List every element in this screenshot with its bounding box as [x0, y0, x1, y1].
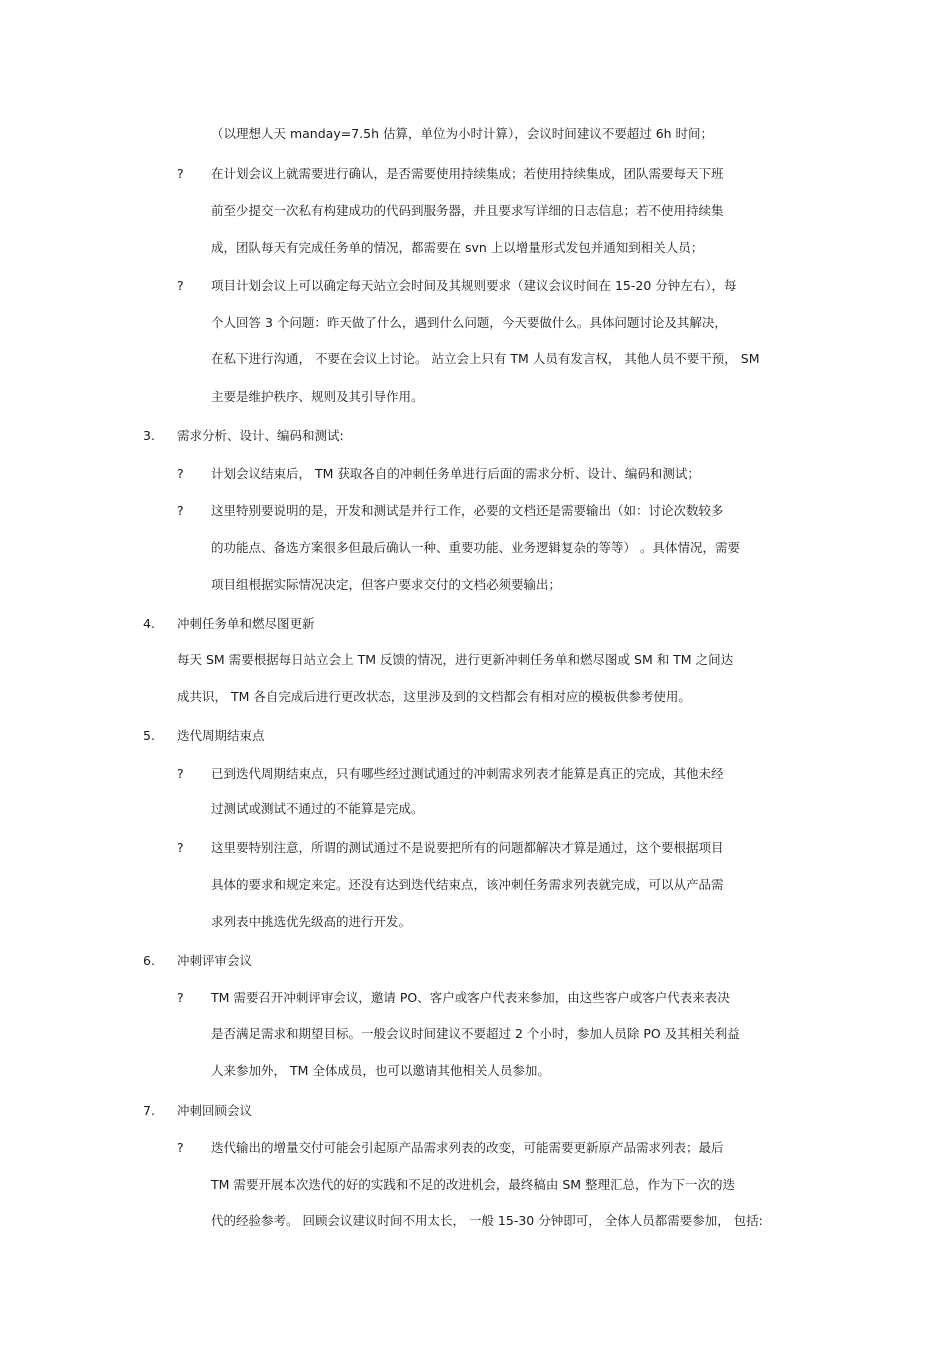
- bullet-text-line: 是否满足需求和期望目标。一般会议时间建议不要超过 2 个小时，参加人员除 PO 及其相关利益: [211, 1026, 740, 1041]
- section-title: 冲刺回顾会议: [177, 1103, 253, 1118]
- bullet-marker: ?: [177, 278, 184, 293]
- bullet-text-line: 成，团队每天有完成任务单的情况，都需要在 svn 上以增量形式发包并通知到相关人员；: [211, 240, 704, 255]
- bullet-text-line: TM 需要召开冲刺评审会议，邀请 PO、客户或客户代表来参加，由这些客户或客户代表来表决: [211, 990, 730, 1005]
- paragraph-line: 每天 SM 需要根据每日站立会上 TM 反馈的情况，进行更新冲刺任务单和燃尽图或 SM 和 TM 之间达: [177, 652, 734, 667]
- bullet-text-line: 迭代输出的增量交付可能会引起原产品需求列表的改变，可能需要更新原产品需求列表；最后: [211, 1140, 724, 1155]
- section-title: 需求分析、设计、编码和测试:: [177, 428, 344, 443]
- bullet-marker: ?: [177, 990, 184, 1005]
- bullet-text-line: 在私下进行沟通， 不要在会议上讨论。 站立会上只有 TM 人员有发言权， 其他人员不要干预， SM: [211, 351, 760, 366]
- bullet-text-line: 已到迭代周期结束点，只有哪些经过测试通过的冲刺需求列表才能算是真正的完成，其他未经: [211, 766, 724, 781]
- bullet-text-line: 在计划会议上就需要进行确认，是否需要使用持续集成；若使用持续集成，团队需要每天下班: [211, 166, 724, 181]
- bullet-text-line: 这里要特别注意，所谓的测试通过不是说要把所有的问题都解决才算是通过，这个要根据项目: [211, 840, 724, 855]
- bullet-text-line: 代的经验参考。 回顾会议建议时间不用太长， 一般 15-30 分钟即可， 全体人员都需要参加， 包括:: [211, 1213, 763, 1228]
- bullet-text-line: 项目组根据实际情况决定，但客户要求交付的文档必须要输出；: [211, 577, 562, 592]
- section-number: 3.: [143, 428, 155, 443]
- section-number: 5.: [143, 728, 155, 743]
- section-title: 迭代周期结束点: [177, 728, 265, 743]
- bullet-text-line: 前至少提交一次私有构建成功的代码到服务器，并且要求写详细的日志信息；若不使用持续集: [211, 203, 724, 218]
- section-number: 4.: [143, 616, 155, 631]
- bullet-text-line: 的功能点、备选方案很多但最后确认一种、重要功能、业务逻辑复杂的等等） 。具体情况，需要: [211, 540, 740, 555]
- bullet-marker: ?: [177, 840, 184, 855]
- section-title: 冲刺任务单和燃尽图更新: [177, 616, 315, 631]
- intro-line: （以理想人天 manday=7.5h 估算，单位为小时计算），会议时间建议不要超过 6h 时间；: [211, 126, 714, 141]
- bullet-marker: ?: [177, 766, 184, 781]
- bullet-text-line: 主要是维护秩序、规则及其引导作用。: [211, 389, 424, 404]
- bullet-text-line: TM 需要开展本次迭代的好的实践和不足的改进机会，最终稿由 SM 整理汇总，作为下一次的迭: [211, 1177, 736, 1192]
- section-number: 7.: [143, 1103, 155, 1118]
- bullet-text-line: 具体的要求和规定来定。还没有达到迭代结束点，该冲刺任务需求列表就完成，可以从产品需: [211, 877, 724, 892]
- bullet-marker: ?: [177, 503, 184, 518]
- bullet-marker: ?: [177, 466, 184, 481]
- bullet-text-line: 求列表中挑选优先级高的进行开发。: [211, 914, 412, 929]
- section-title: 冲刺评审会议: [177, 953, 253, 968]
- bullet-marker: ?: [177, 1140, 184, 1155]
- paragraph-line: 成共识， TM 各自完成后进行更改状态，这里涉及到的文档都会有相对应的模板供参考使用。: [177, 689, 691, 704]
- bullet-text-line: 人来参加外， TM 全体成员，也可以邀请其他相关人员参加。: [211, 1063, 550, 1078]
- section-number: 6.: [143, 953, 155, 968]
- bullet-marker: ?: [177, 166, 184, 181]
- bullet-text-line: 过测试或测试不通过的不能算是完成。: [211, 801, 424, 816]
- bullet-text-line: 计划会议结束后， TM 获取各自的冲刺任务单进行后面的需求分析、设计、编码和测试；: [211, 466, 700, 481]
- bullet-text-line: 这里特别要说明的是，开发和测试是并行工作，必要的文档还是需要输出（如：讨论次数较多: [211, 503, 724, 518]
- bullet-text-line: 个人回答 3 个问题：昨天做了什么，遇到什么问题，今天要做什么。具体问题讨论及其解决，: [211, 315, 727, 330]
- bullet-text-line: 项目计划会议上可以确定每天站立会时间及其规则要求（建议会议时间在 15-20 分钟左右），每: [211, 278, 737, 293]
